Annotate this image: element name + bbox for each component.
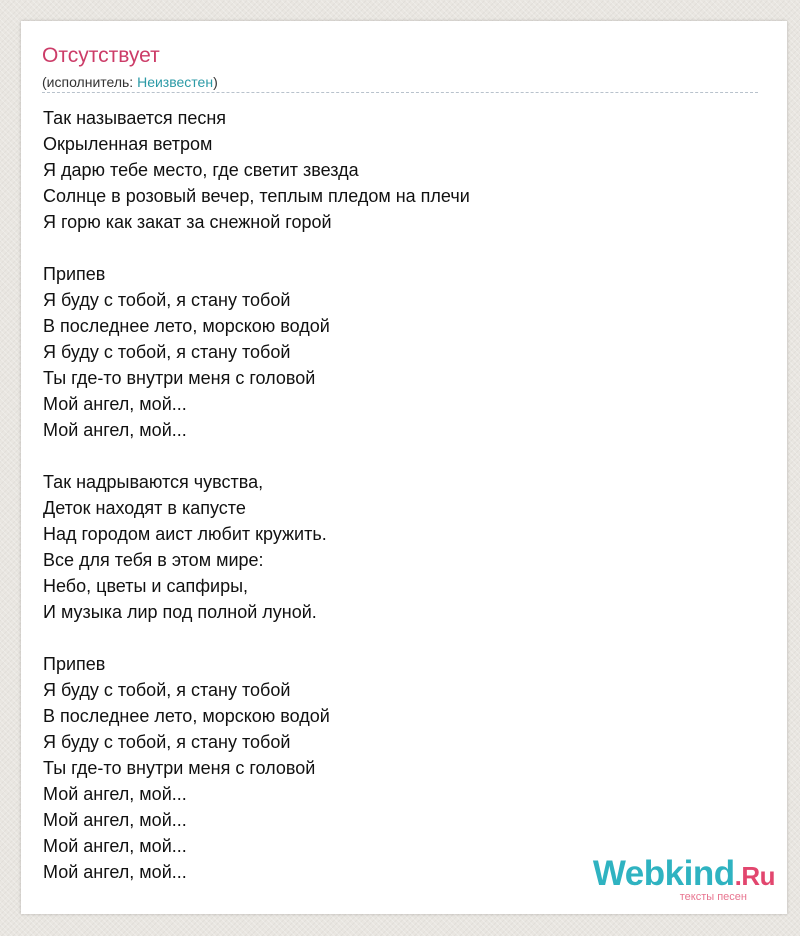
lyric-line: Так называется песня xyxy=(43,108,227,128)
lyric-line: И музыка лир под полной луной. xyxy=(43,602,317,622)
lyric-line: Ты где-то внутри меня с головой xyxy=(43,368,316,388)
logo-word: Webkind xyxy=(592,854,735,893)
lyric-line: Припев xyxy=(43,264,106,284)
site-logo[interactable] xyxy=(575,854,775,908)
lyric-line: Деток находят в капусте xyxy=(43,498,246,518)
lyrics-text xyxy=(43,105,743,885)
lyric-line: Мой ангел, мой... xyxy=(43,836,187,856)
lyric-line: В последнее лето, морскою водой xyxy=(43,316,330,336)
song-title: Отсутствует xyxy=(42,44,160,67)
lyric-line: Ты где-то внутри меня с головой xyxy=(43,758,316,778)
lyric-line: Небо, цветы и сапфиры, xyxy=(43,576,249,596)
lyric-line: Солнце в розовый вечер, теплым пледом на плечи xyxy=(43,186,470,206)
logo-tld: .Ru xyxy=(734,861,775,891)
lyric-line: Я дарю тебе место, где светит звезда xyxy=(43,160,359,180)
logo-wordmark xyxy=(575,854,775,896)
lyric-line: Все для тебя в этом мире: xyxy=(43,550,264,570)
lyric-blank-line xyxy=(43,443,743,469)
lyric-line: Мой ангел, мой... xyxy=(43,862,187,882)
lyric-line: Я буду с тобой, я стану тобой xyxy=(43,680,291,700)
lyric-line: Я буду с тобой, я стану тобой xyxy=(43,290,291,310)
artist-prefix: (исполнитель: xyxy=(42,74,138,90)
lyric-line: Мой ангел, мой... xyxy=(43,420,187,440)
lyric-line: Окрыленная ветром xyxy=(43,134,213,154)
lyric-blank-line xyxy=(43,235,743,261)
logo-tagline: тексты песен xyxy=(679,891,747,903)
lyric-line: Припев xyxy=(43,654,106,674)
divider xyxy=(42,92,758,93)
lyric-line: Так надрываются чувства, xyxy=(43,472,264,492)
artist-suffix: ) xyxy=(213,74,218,90)
artist-link[interactable]: Неизвестен xyxy=(137,74,214,90)
lyric-line: Над городом аист любит кружить. xyxy=(43,524,327,544)
lyric-line: Я буду с тобой, я стану тобой xyxy=(43,342,291,362)
lyric-line: Я горю как закат за снежной горой xyxy=(43,212,332,232)
lyric-line: Я буду с тобой, я стану тобой xyxy=(43,732,291,752)
lyric-line: Мой ангел, мой... xyxy=(43,394,187,414)
lyrics-card xyxy=(21,21,787,914)
lyric-line: Мой ангел, мой... xyxy=(43,810,187,830)
lyric-line: Мой ангел, мой... xyxy=(43,784,187,804)
lyric-blank-line xyxy=(43,625,743,651)
lyric-line: В последнее лето, морскою водой xyxy=(43,706,330,726)
artist-line xyxy=(42,73,218,91)
